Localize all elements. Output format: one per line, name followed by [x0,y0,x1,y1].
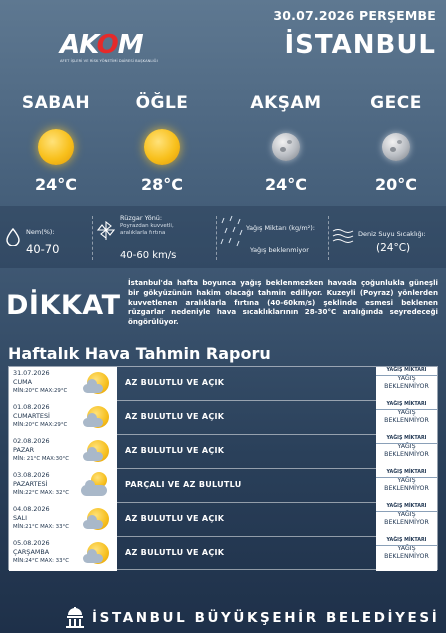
rain-stat [220,206,330,268]
day-name: CUMA [13,378,33,386]
droplet-icon [6,228,20,246]
period-temp: 28°C [140,175,183,194]
table-row [9,367,437,401]
table-row [9,503,437,537]
rain-cell [376,367,437,401]
day-minmax: MİN:20°C MAX:29°C [13,388,68,394]
stat-divider [216,216,217,260]
period-name: GECE [370,93,422,113]
sea-value: (24°C) [376,242,411,254]
day-cell [9,469,117,503]
humidity-stat [6,206,86,268]
rain-value: YAĞIŞ BEKLENMİYOR [384,375,429,390]
sea-stat [332,206,444,268]
day-minmax: MİN:22°C MAX: 32°C [13,490,70,496]
rain-value: YAĞIŞ BEKLENMİYOR [384,477,429,492]
day-description: AZ BULUTLU VE AÇIK [125,378,225,387]
rain-icon [220,214,244,254]
warning-title: DİKKAT [6,290,121,321]
humidity-value: 40-70 [26,242,60,256]
logo-wordmark [60,32,160,58]
rain-cell [376,469,437,503]
day-name: SALI [13,514,27,522]
rain-value: YAĞIŞ BEKLENMİYOR [384,409,429,424]
rain-header: YAĞIŞ MİKTARI [386,470,427,475]
report-date: 30.07.2026 PERŞEMBE [273,8,436,23]
rain-divider [376,477,437,478]
period-ogle [114,93,210,194]
period-temp: 20°C [374,175,417,194]
warning-text: İstanbul'da hafta boyunca yağış beklenmezken havada çoğunlukla güneşli bir gökyüzünün hakim olacağı tahmin ediliyor. Kuzeyli (Poyraz) yönlerden kuvvetlenen aralıklarla fırtına (40-60km/s) şeklinde esmesi beklenen rüzgarlar nedeniyle hava sıcaklıklarının 28-30°C aralığında seyredeceği öngörülüyor. [128,278,438,327]
wind-value: 40-60 km/s [120,250,177,261]
day-date: 31.07.2026 [13,369,50,377]
day-name: PAZAR [13,446,35,454]
rain-divider [376,375,437,376]
day-minmax: MİN:20°C MAX:29°C [13,422,68,428]
logo-prefix: AK [60,30,97,60]
footer-text: İSTANBUL BÜYÜKŞEHİR BELEDİYESİ [92,610,440,626]
day-name: CUMARTESİ [13,412,50,420]
rain-divider [376,443,437,444]
rain-divider [376,409,437,410]
wind-note: Poyrazdan kuvvetli, aralıklarla fırtına [120,223,174,236]
moon-icon [382,133,410,161]
waves-icon [332,228,354,244]
day-cell [9,367,117,401]
logo-subtitle: AFET İŞLERİ VE RİSK YÖNETİMİ DAİRESİ BAŞKANLIĞI [60,59,158,63]
sun-icon [144,129,180,165]
day-cell [9,503,117,537]
day-description: AZ BULUTLU VE AÇIK [125,514,225,523]
wind-label: Rüzgar Yönü: [120,214,163,222]
rain-cell [376,537,437,571]
weekly-title: Haftalık Hava Tahmin Raporu [8,344,271,363]
stat-divider [92,216,93,260]
ibb-logo-icon [64,606,86,628]
day-date: 03.08.2026 [13,471,50,479]
day-date: 04.08.2026 [13,505,50,513]
rain-header: YAĞIŞ MİKTARI [386,538,427,543]
rain-divider [376,511,437,512]
stats-strip [0,206,446,268]
table-row [9,469,437,503]
period-temp: 24°C [34,175,77,194]
city-name: İSTANBUL [284,30,436,60]
logo-accent: O [96,30,118,60]
period-sabah [8,93,104,194]
cloud-icon [83,384,103,393]
wind-stat [96,206,214,268]
rain-cell [376,401,437,435]
cloud-icon [81,485,107,496]
pinwheel-icon [96,220,116,240]
day-minmax: MİN:21°C MAX: 33°C [13,524,70,530]
day-date: 02.08.2026 [13,437,50,445]
table-row [9,435,437,469]
cloud-icon [83,554,103,563]
rain-value: YAĞIŞ BEKLENMİYOR [384,511,429,526]
day-minmax: MİN:24°C MAX: 33°C [13,558,70,564]
cloud-icon [83,418,103,427]
period-name: AKŞAM [250,93,322,113]
rain-header: YAĞIŞ MİKTARI [386,504,427,509]
rain-cell [376,435,437,469]
day-date: 05.08.2026 [13,539,50,547]
day-date: 01.08.2026 [13,403,50,411]
moon-icon [272,133,300,161]
table-row [9,537,437,571]
stat-divider [328,216,329,260]
day-cell [9,537,117,571]
day-description: AZ BULUTLU VE AÇIK [125,548,225,557]
day-cell [9,401,117,435]
cloud-icon [83,452,103,461]
day-name: PAZARTESİ [13,480,48,488]
rain-divider [376,545,437,546]
period-temp: 24°C [264,175,307,194]
sea-label: Deniz Suyu Sıcaklığı: [358,230,426,238]
cloud-icon [83,520,103,529]
rain-label: Yağış Miktarı (kg/m²): [246,224,315,232]
period-name: ÖĞLE [135,93,189,113]
akom-logo [60,32,160,63]
rain-cell [376,503,437,537]
logo-suffix: M [117,30,143,60]
period-aksam [238,93,334,194]
weekly-table [8,366,438,570]
rain-value: Yağış beklenmiyor [250,246,309,254]
period-gece [348,93,444,194]
rain-header: YAĞIŞ MİKTARI [386,436,427,441]
humidity-label: Nem(%): [26,228,55,236]
day-name: ÇARŞAMBA [13,548,50,556]
day-description: AZ BULUTLU VE AÇIK [125,412,225,421]
rain-header: YAĞIŞ MİKTARI [386,402,427,407]
day-description: PARÇALI VE AZ BULUTLU [125,480,242,489]
day-cell [9,435,117,469]
rain-header: YAĞIŞ MİKTARI [386,368,427,373]
day-minmax: MİN: 21°C MAX:30°C [13,456,70,462]
period-name: SABAH [21,93,91,113]
rain-value: YAĞIŞ BEKLENMİYOR [384,443,429,458]
table-row [9,401,437,435]
sun-icon [38,129,74,165]
rain-value: YAĞIŞ BEKLENMİYOR [384,545,429,560]
day-description: AZ BULUTLU VE AÇIK [125,446,225,455]
